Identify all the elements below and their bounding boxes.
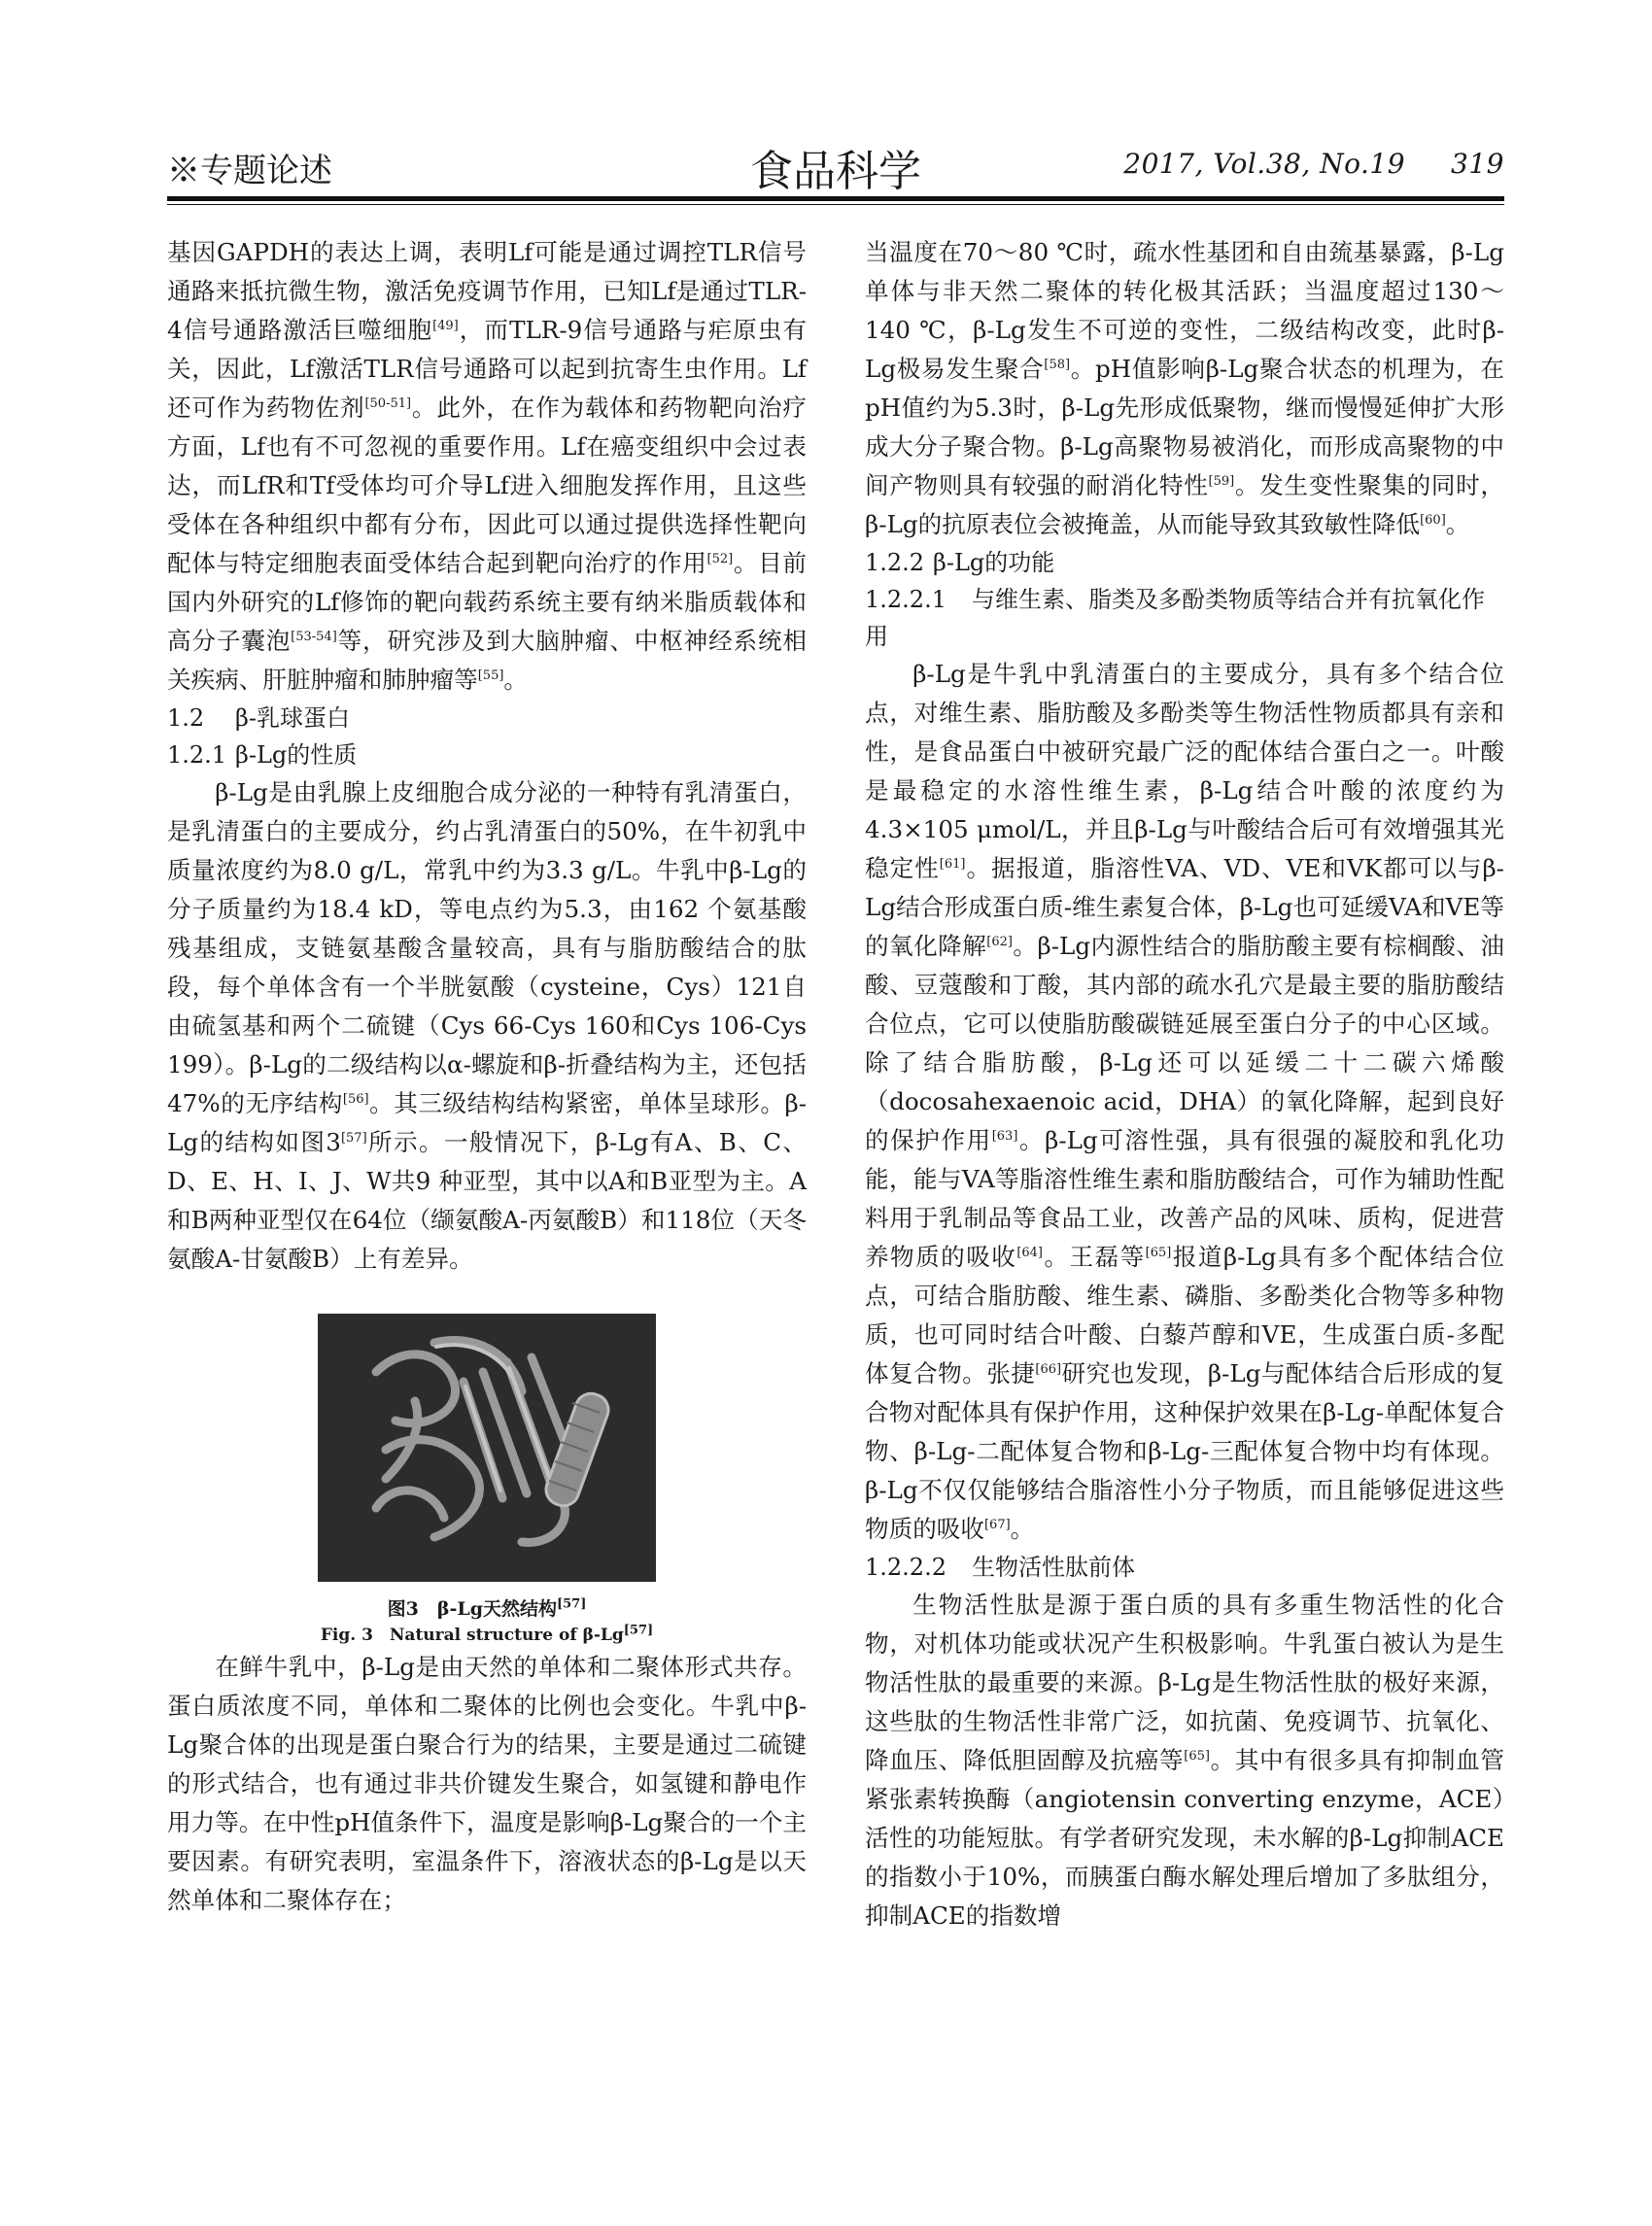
citation-marker: [59] [1208, 473, 1235, 489]
section-label: ※专题论述 [167, 152, 332, 190]
citation-marker: [55] [477, 668, 504, 683]
figure-caption-cn: 图3 β-Lg天然结构[57] [387, 1596, 587, 1620]
citation-marker: [65] [1145, 1245, 1172, 1260]
paragraph: 当温度在70～80 ℃时，疏水性基团和自由巯基暴露，β-Lg单体与非天然二聚体的转化极其活跃；当温度超过130～140 ℃，β-Lg发生不可逆的变性，二级结构改变，此时β-Lg极易发生聚合[58]。pH值影响β-Lg聚合状态的机理为，在pH值约为5.3时，β-Lg先形成低聚物，继而慢慢延伸扩大形成大分子聚合物。β-Lg高聚物易被消化，而形成高聚物的中间产物则具有较强的耐消化特性[59]。发生变性聚集的同时，β-Lg的抗原表位会被掩盖，从而能导致其致敏性降低[60]。 [865, 238, 1504, 538]
journal-title: 食品科学 [750, 147, 921, 196]
section-title: β-Lg的功能 [933, 549, 1055, 576]
section-number: 1.2.1 [167, 741, 227, 769]
issue-info [1123, 148, 1504, 180]
header-rule-thick [167, 196, 1504, 201]
citation-marker: [57] [623, 1623, 654, 1638]
right-column [865, 233, 1504, 1935]
section-number: 1.2.2 [865, 549, 925, 576]
citation-marker: [64] [1016, 1245, 1043, 1260]
citation-marker: [57] [340, 1130, 367, 1146]
citation-marker: [63] [991, 1128, 1018, 1144]
citation-marker: [50-51] [364, 395, 412, 411]
figure-3 [167, 1314, 807, 1648]
citation-marker: [60] [1420, 512, 1446, 528]
citation-marker: [61] [939, 856, 966, 872]
header-rule-thin [167, 204, 1504, 205]
subsubsection-heading [865, 581, 1504, 655]
figure-caption-en: Fig. 3 Natural structure of β-Lg[57] [320, 1623, 654, 1645]
paragraph: 生物活性肽是源于蛋白质的具有多重生物活性的化合物，对机体功能或状况产生积极影响。牛乳蛋白被认为是生物活性肽的最重要的来源。β-Lg是生物活性肽的极好来源，这些肽的生物活性非常广泛，如抗菌、免疫调节、抗氧化、降血压、降低胆固醇及抗癌等[65]。其中有很多具有抑制血管紧张素转换酶（angiotensin converting enzyme，ACE）活性的功能短肽。有学者研究发现，未水解的β-Lg抑制ACE的指数小于10%，而胰蛋白酶水解处理后增加了多肽组分，抑制ACE的指数增 [865, 1591, 1504, 1930]
page-header [167, 136, 1504, 194]
left-column [167, 233, 807, 1920]
issue-volume: 2017, Vol.38, No.19 [1123, 148, 1406, 180]
citation-marker: [58] [1044, 357, 1071, 372]
subsection-heading [167, 736, 807, 773]
paragraph: 基因GAPDH的表达上调，表明Lf可能是通过调控TLR信号通路来抵抗微生物，激活免疫调节作用，已知Lf是通过TLR-4信号通路激活巨噬细胞[49]，而TLR-9信号通路与疟原虫有关，因此，Lf激活TLR信号通路可以起到抗寄生虫作用。Lf还可作为药物佐剂[50-51]。此外，在作为载体和药物靶向治疗方面，Lf也有不可忽视的重要作用。Lf在癌变组织中会过表达，而LfR和Tf受体均可介导Lf进入细胞发挥作用，且这些受体在各种组织中都有分布，因此可以通过提供选择性靶向配体与特定细胞表面受体结合起到靶向治疗的作用[52]。目前国内外研究的Lf修饰的靶向载药系统主要有纳米脂质载体和高分子囊泡[53-54]等，研究涉及到大脑肿瘤、中枢神经系统相关疾病、肝脏肿瘤和肺肿瘤等[55]。 [167, 238, 807, 694]
citation-marker: [56] [342, 1091, 369, 1107]
section-number: 1.2.2.1 [865, 586, 946, 613]
citation-marker: [65] [1184, 1748, 1210, 1764]
subsection-heading [865, 544, 1504, 581]
citation-marker: [53-54] [291, 629, 337, 644]
citation-marker: [57] [556, 1596, 587, 1612]
section-title: 生物活性肽前体 [972, 1554, 1135, 1581]
page-number: 319 [1451, 148, 1504, 180]
protein-structure-image [318, 1314, 656, 1582]
paragraph: β-Lg是牛乳中乳清蛋白的主要成分，具有多个结合位点，对维生素、脂肪酸及多酚类等生物活性物质都具有亲和性，是食品蛋白中被研究最广泛的配体结合蛋白之一。叶酸是最稳定的水溶性维生素，β-Lg结合叶酸的浓度约为4.3×105 μmol/L，并且β-Lg与叶酸结合后可有效增强其光稳定性[61]。据报道，脂溶性VA、VD、VE和VK都可以与β-Lg结合形成蛋白质-维生素复合体，β-Lg也可延缓VA和VE等的氧化降解[62]。β-Lg内源性结合的脂肪酸主要有棕榈酸、油酸、豆蔻酸和丁酸，其内部的疏水孔穴是最主要的脂肪酸结合位点，它可以使脂肪酸碳链延展至蛋白分子的中心区域。除了结合脂肪酸，β-Lg还可以延缓二十二碳六烯酸（docosahexaenoic acid，DHA）的氧化降解，起到良好的保护作用[63]。β-Lg可溶性强，具有很强的凝胶和乳化功能，能与VA等脂溶性维生素和脂肪酸结合，可作为辅助性配料用于乳制品等食品工业，改善产品的风味、质构，促进营养物质的吸收[64]。王磊等[65]报道β-Lg具有多个配体结合位点，可结合脂肪酸、维生素、磷脂、多酚类化合物等多种物质，也可同时结合叶酸、白藜芦醇和VE，生成蛋白质-多配体复合物。张捷[66]研究也发现，β-Lg与配体结合后形成的复合物对配体具有保护作用，这种保护效果在β-Lg-单配体复合物、β-Lg-二配体复合物和β-Lg-三配体复合物中均有体现。β-Lg不仅仅能够结合脂溶性小分子物质，而且能够促进这些物质的吸收[67]。 [865, 660, 1504, 1543]
subsubsection-heading [865, 1549, 1504, 1586]
section-title: β-乳球蛋白 [235, 704, 350, 732]
citation-marker: [52] [706, 551, 734, 566]
section-title: 与维生素、脂类及多酚类物质等结合并有抗氧化作用 [865, 586, 1485, 650]
citation-marker: [67] [983, 1517, 1011, 1532]
paragraph: β-Lg是由乳腺上皮细胞合成分泌的一种特有乳清蛋白，是乳清蛋白的主要成分，约占乳清蛋白的50%，在牛初乳中质量浓度约为8.0 g/L，常乳中约为3.3 g/L。牛乳中β-Lg的分子质量约为18.4 kD，等电点约为5.3，由162 个氨基酸残基组成，支链氨基酸含量较高，具有与脂肪酸结合的肽段，每个单体含有一个半胱氨酸（cysteine，Cys）121自由硫氢基和两个二硫键（Cys 66-Cys 160和Cys 106-Cys 199）。β-Lg的二级结构以α-螺旋和β-折叠结构为主，还包括47%的无序结构[56]。其三级结构结构紧密，单体呈球形。β-Lg的结构如图3[57]所示。一般情况下，β-Lg有A、B、C、D、E、H、I、J、W共9 种亚型，其中以A和B亚型为主。A和B两种亚型仅在64位（缬氨酸A-丙氨酸B）和118位（天冬氨酸A-甘氨酸B）上有差异。 [167, 778, 808, 1273]
section-number: 1.2 [167, 704, 205, 732]
citation-marker: [49] [432, 318, 459, 333]
section-number: 1.2.2.2 [865, 1554, 946, 1581]
section-heading [167, 700, 807, 736]
citation-marker: [66] [1035, 1361, 1062, 1377]
paragraph: 在鲜牛乳中，β-Lg是由天然的单体和二聚体形式共存。蛋白质浓度不同，单体和二聚体的比例也会变化。牛乳中β-Lg聚合体的出现是蛋白聚合行为的结果，主要是通过二硫键的形式结合，也有通过非共价键发生聚合，如氢键和静电作用力等。在中性pH值条件下，温度是影响β-Lg聚合的一个主要因素。有研究表明，室温条件下，溶液状态的β-Lg是以天然单体和二聚体存在； [167, 1653, 807, 1914]
section-title: β-Lg的性质 [235, 741, 358, 769]
citation-marker: [62] [986, 934, 1013, 949]
